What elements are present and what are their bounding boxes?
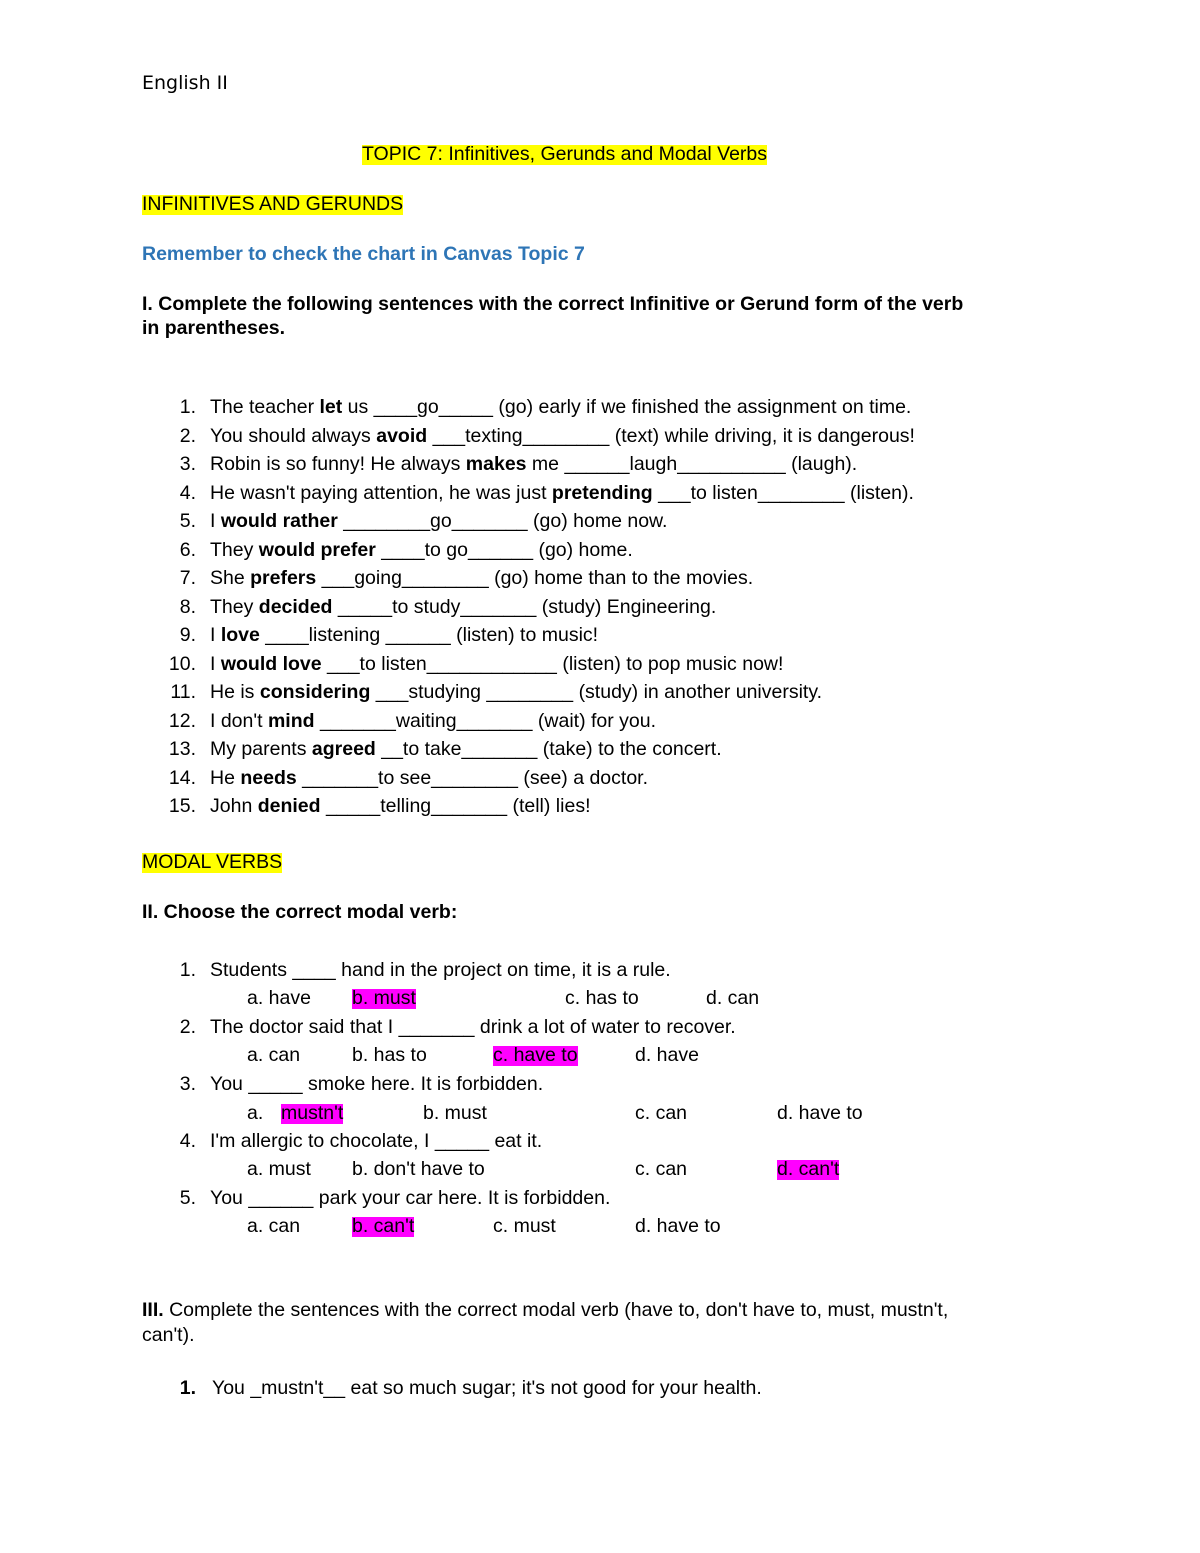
list-item-answer: ___to listen____________ (listen) to pop music now!: [321, 652, 784, 675]
part3-text: Complete the sentences with the correct modal verb (have to, don't have to, must, mustn't,: [163, 1299, 949, 1321]
list-item-text: The teacher: [210, 396, 320, 418]
list-item-verb: would rather: [220, 510, 338, 532]
list-item-text: I: [210, 652, 221, 675]
option-a: a. must: [247, 1158, 311, 1180]
page-header: English II: [142, 72, 228, 94]
list-item: [210, 797, 590, 817]
list-item-verb: makes: [465, 453, 527, 475]
option-d: d. have to: [777, 1102, 863, 1124]
list-item: [210, 455, 857, 475]
instruction-part2: II. Choose the correct modal verb:: [142, 901, 458, 923]
list-item-text: I: [210, 510, 221, 532]
list-item-number: 1.: [179, 396, 196, 418]
option-b: b. don't have to: [352, 1158, 485, 1180]
list-item-answer: _____to study_______ (study) Engineering.: [332, 595, 717, 618]
list-item-number: 12.: [168, 709, 196, 732]
option-c: c. can: [635, 1158, 688, 1180]
instruction-part1-line2: in parentheses.: [142, 317, 286, 339]
option-a: a. can: [247, 1044, 301, 1066]
list-item-text: He: [210, 766, 241, 789]
list-item-verb: denied: [257, 795, 321, 817]
list-item-answer: ____to go______ (go) home.: [375, 538, 633, 561]
question-number: 2.: [179, 1016, 196, 1038]
list-item-text: You should always: [210, 424, 377, 447]
list-item: [210, 595, 717, 618]
question-number: 4.: [179, 1130, 196, 1152]
list-item-text: He wasn't paying attention, he was just: [210, 481, 552, 504]
list-item: [210, 626, 598, 646]
list-item-number: 8.: [179, 595, 196, 618]
option-c: c. must: [493, 1215, 556, 1237]
list-item-answer: ___texting________ (text) while driving, it is dangerous!: [427, 424, 915, 447]
question-text: You ______ park your car here. It is forbidden.: [210, 1187, 611, 1209]
list-item-text: She: [210, 567, 251, 589]
list-item-text: John: [210, 795, 258, 817]
option-a-label: a.: [247, 1102, 264, 1124]
list-item-answer: ________go_______ (go) home now.: [337, 510, 668, 532]
option-d: d. have to: [635, 1215, 721, 1237]
list-item-verb: considering: [259, 681, 371, 703]
option-c: c. can: [635, 1102, 688, 1124]
part3-item-text: You _mustn't__ eat so much sugar; it's not good for your health.: [212, 1377, 762, 1399]
list-item: [210, 569, 753, 589]
list-item-text: My parents: [210, 738, 312, 760]
list-item-answer: _____telling_______ (tell) lies!: [320, 795, 591, 817]
list-item-answer: _______to see________ (see) a doctor.: [296, 766, 648, 789]
list-item-number: 2.: [179, 424, 196, 447]
list-item: [210, 481, 914, 504]
list-item-number: 14.: [168, 766, 196, 789]
list-item-verb: love: [220, 624, 260, 646]
list-item-number: 11.: [170, 681, 196, 703]
list-item-verb: would love: [220, 652, 322, 675]
section-heading-infinitives: INFINITIVES AND GERUNDS: [142, 193, 404, 215]
list-item-answer: _______waiting_______ (wait) for you.: [314, 709, 657, 732]
list-item-answer: us ____go_____ (go) early if we finished the assignment on time.: [342, 396, 912, 418]
question-number: 3.: [179, 1073, 196, 1095]
question-text: You _____ smoke here. It is forbidden.: [210, 1073, 544, 1095]
option-d-answer: d. can't: [777, 1158, 840, 1180]
option-d: d. have: [635, 1044, 699, 1066]
list-item: [210, 538, 633, 561]
list-item-verb: let: [319, 396, 343, 418]
list-item: [210, 652, 784, 675]
list-item-number: 6.: [179, 538, 196, 561]
instruction-part3-line2: can't).: [142, 1324, 195, 1346]
part3-label: III.: [142, 1299, 164, 1321]
list-item: [210, 424, 915, 447]
question-text: Students ____ hand in the project on time, it is a rule.: [210, 959, 671, 981]
list-item-verb: decided: [258, 595, 333, 618]
list-item-answer: __to take_______ (take) to the concert.: [375, 738, 722, 760]
list-item-text: He is: [210, 681, 260, 703]
list-item-number: 4.: [179, 481, 196, 504]
instruction-part3-line1: [142, 1301, 948, 1321]
list-item-number: 15.: [168, 795, 196, 817]
list-item-number: 9.: [179, 624, 196, 646]
list-item-answer: me ______laugh__________ (laugh).: [526, 453, 858, 475]
question-number: 1.: [179, 959, 196, 981]
list-item-answer: ____listening ______ (listen) to music!: [259, 624, 599, 646]
list-item: [210, 766, 648, 789]
question-number: 5.: [179, 1187, 196, 1209]
list-item-verb: avoid: [376, 424, 428, 447]
part3-item-number: 1.: [179, 1377, 196, 1399]
list-item-answer: ___to listen________ (listen).: [652, 481, 914, 504]
list-item-verb: needs: [240, 766, 297, 789]
option-b: b. must: [423, 1102, 487, 1124]
option-b: b. has to: [352, 1044, 427, 1066]
list-item: [210, 709, 657, 732]
list-item: [210, 512, 667, 532]
document-title: TOPIC 7: Infinitives, Gerunds and Modal Verbs: [362, 143, 768, 165]
list-item-number: 13.: [168, 738, 196, 760]
option-c-answer: c. have to: [493, 1044, 578, 1066]
list-item: [210, 683, 822, 703]
list-item-number: 7.: [179, 567, 196, 589]
list-item-text: They: [210, 538, 259, 561]
question-text: The doctor said that I _______ drink a lot of water to recover.: [210, 1016, 736, 1038]
question-text: I'm allergic to chocolate, I _____ eat it.: [210, 1130, 543, 1152]
list-item-answer: ___going________ (go) home than to the movies.: [316, 567, 754, 589]
list-item-text: I don't: [210, 709, 268, 732]
list-item-verb: prefers: [250, 567, 317, 589]
section-heading-modals: MODAL VERBS: [142, 851, 283, 873]
list-item-text: I: [210, 624, 221, 646]
option-a: a. can: [247, 1215, 301, 1237]
list-item-number: 10.: [168, 652, 196, 675]
list-item-number: 3.: [179, 453, 196, 475]
list-item-verb: would prefer: [258, 538, 376, 561]
option-b-answer: b. must: [352, 987, 416, 1009]
canvas-reminder: Remember to check the chart in Canvas Topic 7: [142, 243, 585, 265]
option-a: a. have: [247, 987, 311, 1009]
list-item: [210, 740, 722, 760]
list-item-verb: mind: [267, 709, 315, 732]
option-c: c. has to: [565, 987, 639, 1009]
list-item-text: Robin is so funny! He always: [210, 453, 466, 475]
list-item-answer: ___studying ________ (study) in another university.: [370, 681, 823, 703]
option-a-answer: mustn't: [281, 1102, 344, 1124]
option-d: d. can: [706, 987, 760, 1009]
instruction-part1-line1: I. Complete the following sentences with the correct Infinitive or Gerund form of the verb: [142, 293, 964, 315]
list-item-verb: agreed: [311, 738, 376, 760]
list-item-text: They: [210, 595, 259, 618]
list-item-number: 5.: [179, 510, 196, 532]
list-item-verb: pretending: [551, 481, 653, 504]
option-b-answer: b. can't: [352, 1215, 415, 1237]
list-item: [210, 398, 911, 418]
